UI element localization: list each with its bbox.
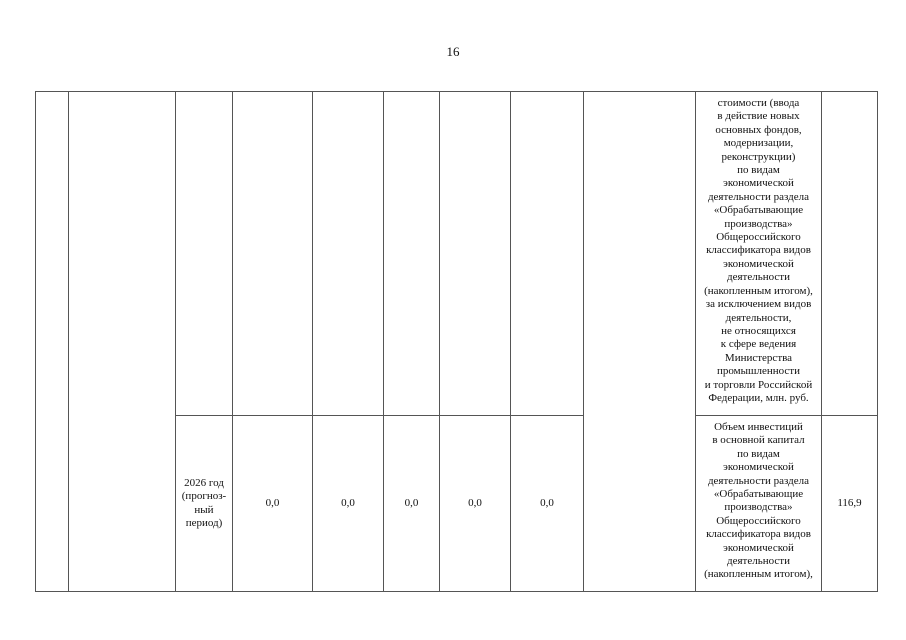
cell-value-3: 0,0 xyxy=(384,416,440,592)
text-line: в действие новых xyxy=(717,110,800,123)
cell-indicator-description xyxy=(696,92,822,416)
text-line: 2026 год xyxy=(184,476,224,489)
cell-value-4: 0,0 xyxy=(440,416,511,592)
cell-number xyxy=(36,92,69,592)
text-line: стоимости (ввода xyxy=(717,97,800,109)
cell-indicator-description xyxy=(696,416,822,592)
cell-value-5 xyxy=(511,92,584,416)
indicator-description-text xyxy=(696,97,821,405)
text-line: деятельности xyxy=(727,555,790,568)
text-line: производства» xyxy=(724,217,793,230)
period-label xyxy=(176,477,232,531)
text-line: (прогноз- xyxy=(181,490,227,503)
cell-value-2: 0,0 xyxy=(313,416,384,592)
text-line: за исключением видов xyxy=(705,298,812,311)
text-line: экономической xyxy=(723,177,794,190)
cell-value-4 xyxy=(440,92,511,416)
text-line: промышленности xyxy=(717,365,800,378)
text-line: экономической xyxy=(723,541,794,554)
text-line: Федерации, млн. руб. xyxy=(708,391,809,404)
text-line: по видам xyxy=(737,164,780,177)
text-line: классификатора видов xyxy=(706,528,811,541)
cell-value-3 xyxy=(384,92,440,416)
cell-indicator-value xyxy=(822,92,878,416)
text-line: «Обрабатывающие xyxy=(713,204,804,217)
text-line: не относящихся xyxy=(721,324,796,337)
text-line: производства» xyxy=(724,501,793,514)
cell-period xyxy=(176,92,233,416)
text-line: Общероссийского xyxy=(716,231,801,244)
cell-value-2 xyxy=(313,92,384,416)
text-line: «Обрабатывающие xyxy=(713,488,804,501)
text-line: ный xyxy=(194,503,214,516)
text-line: основных фондов, xyxy=(715,123,802,136)
cell-name xyxy=(69,92,176,592)
text-line: (накопленным итогом), xyxy=(704,284,813,297)
cell-value-1: 0,0 xyxy=(233,416,313,592)
text-line: период) xyxy=(185,516,223,529)
text-line: Объем инвестиций xyxy=(714,421,803,433)
text-line: к сфере ведения xyxy=(720,338,797,351)
cell-indicator-value: 116,9 xyxy=(822,416,878,592)
indicator-description-text xyxy=(696,421,821,582)
cell-value-5: 0,0 xyxy=(511,416,584,592)
text-line: экономической xyxy=(723,461,794,474)
text-line: классификатора видов xyxy=(706,244,811,257)
indicator-table xyxy=(35,91,878,592)
text-line: экономической xyxy=(723,257,794,270)
cell-value-1 xyxy=(233,92,313,416)
text-line: Общероссийского xyxy=(716,514,801,527)
text-line: и торговли Российской xyxy=(704,378,813,391)
text-line: деятельности раздела xyxy=(707,190,810,203)
text-line: Министерства xyxy=(724,351,793,364)
text-line: в основной капитал xyxy=(712,434,805,447)
text-line: модернизации, xyxy=(723,137,794,150)
text-line: по видам xyxy=(737,447,780,460)
text-line: деятельности, xyxy=(725,311,792,324)
text-line: (накопленным итогом), xyxy=(704,568,813,581)
text-line: деятельности раздела xyxy=(707,474,810,487)
cell-period xyxy=(176,416,233,592)
page-number: 16 xyxy=(446,44,460,59)
cell-executor xyxy=(584,92,696,592)
text-line: реконструкции) xyxy=(721,150,796,163)
table-row-continued xyxy=(36,92,878,416)
text-line: деятельности xyxy=(727,271,790,284)
